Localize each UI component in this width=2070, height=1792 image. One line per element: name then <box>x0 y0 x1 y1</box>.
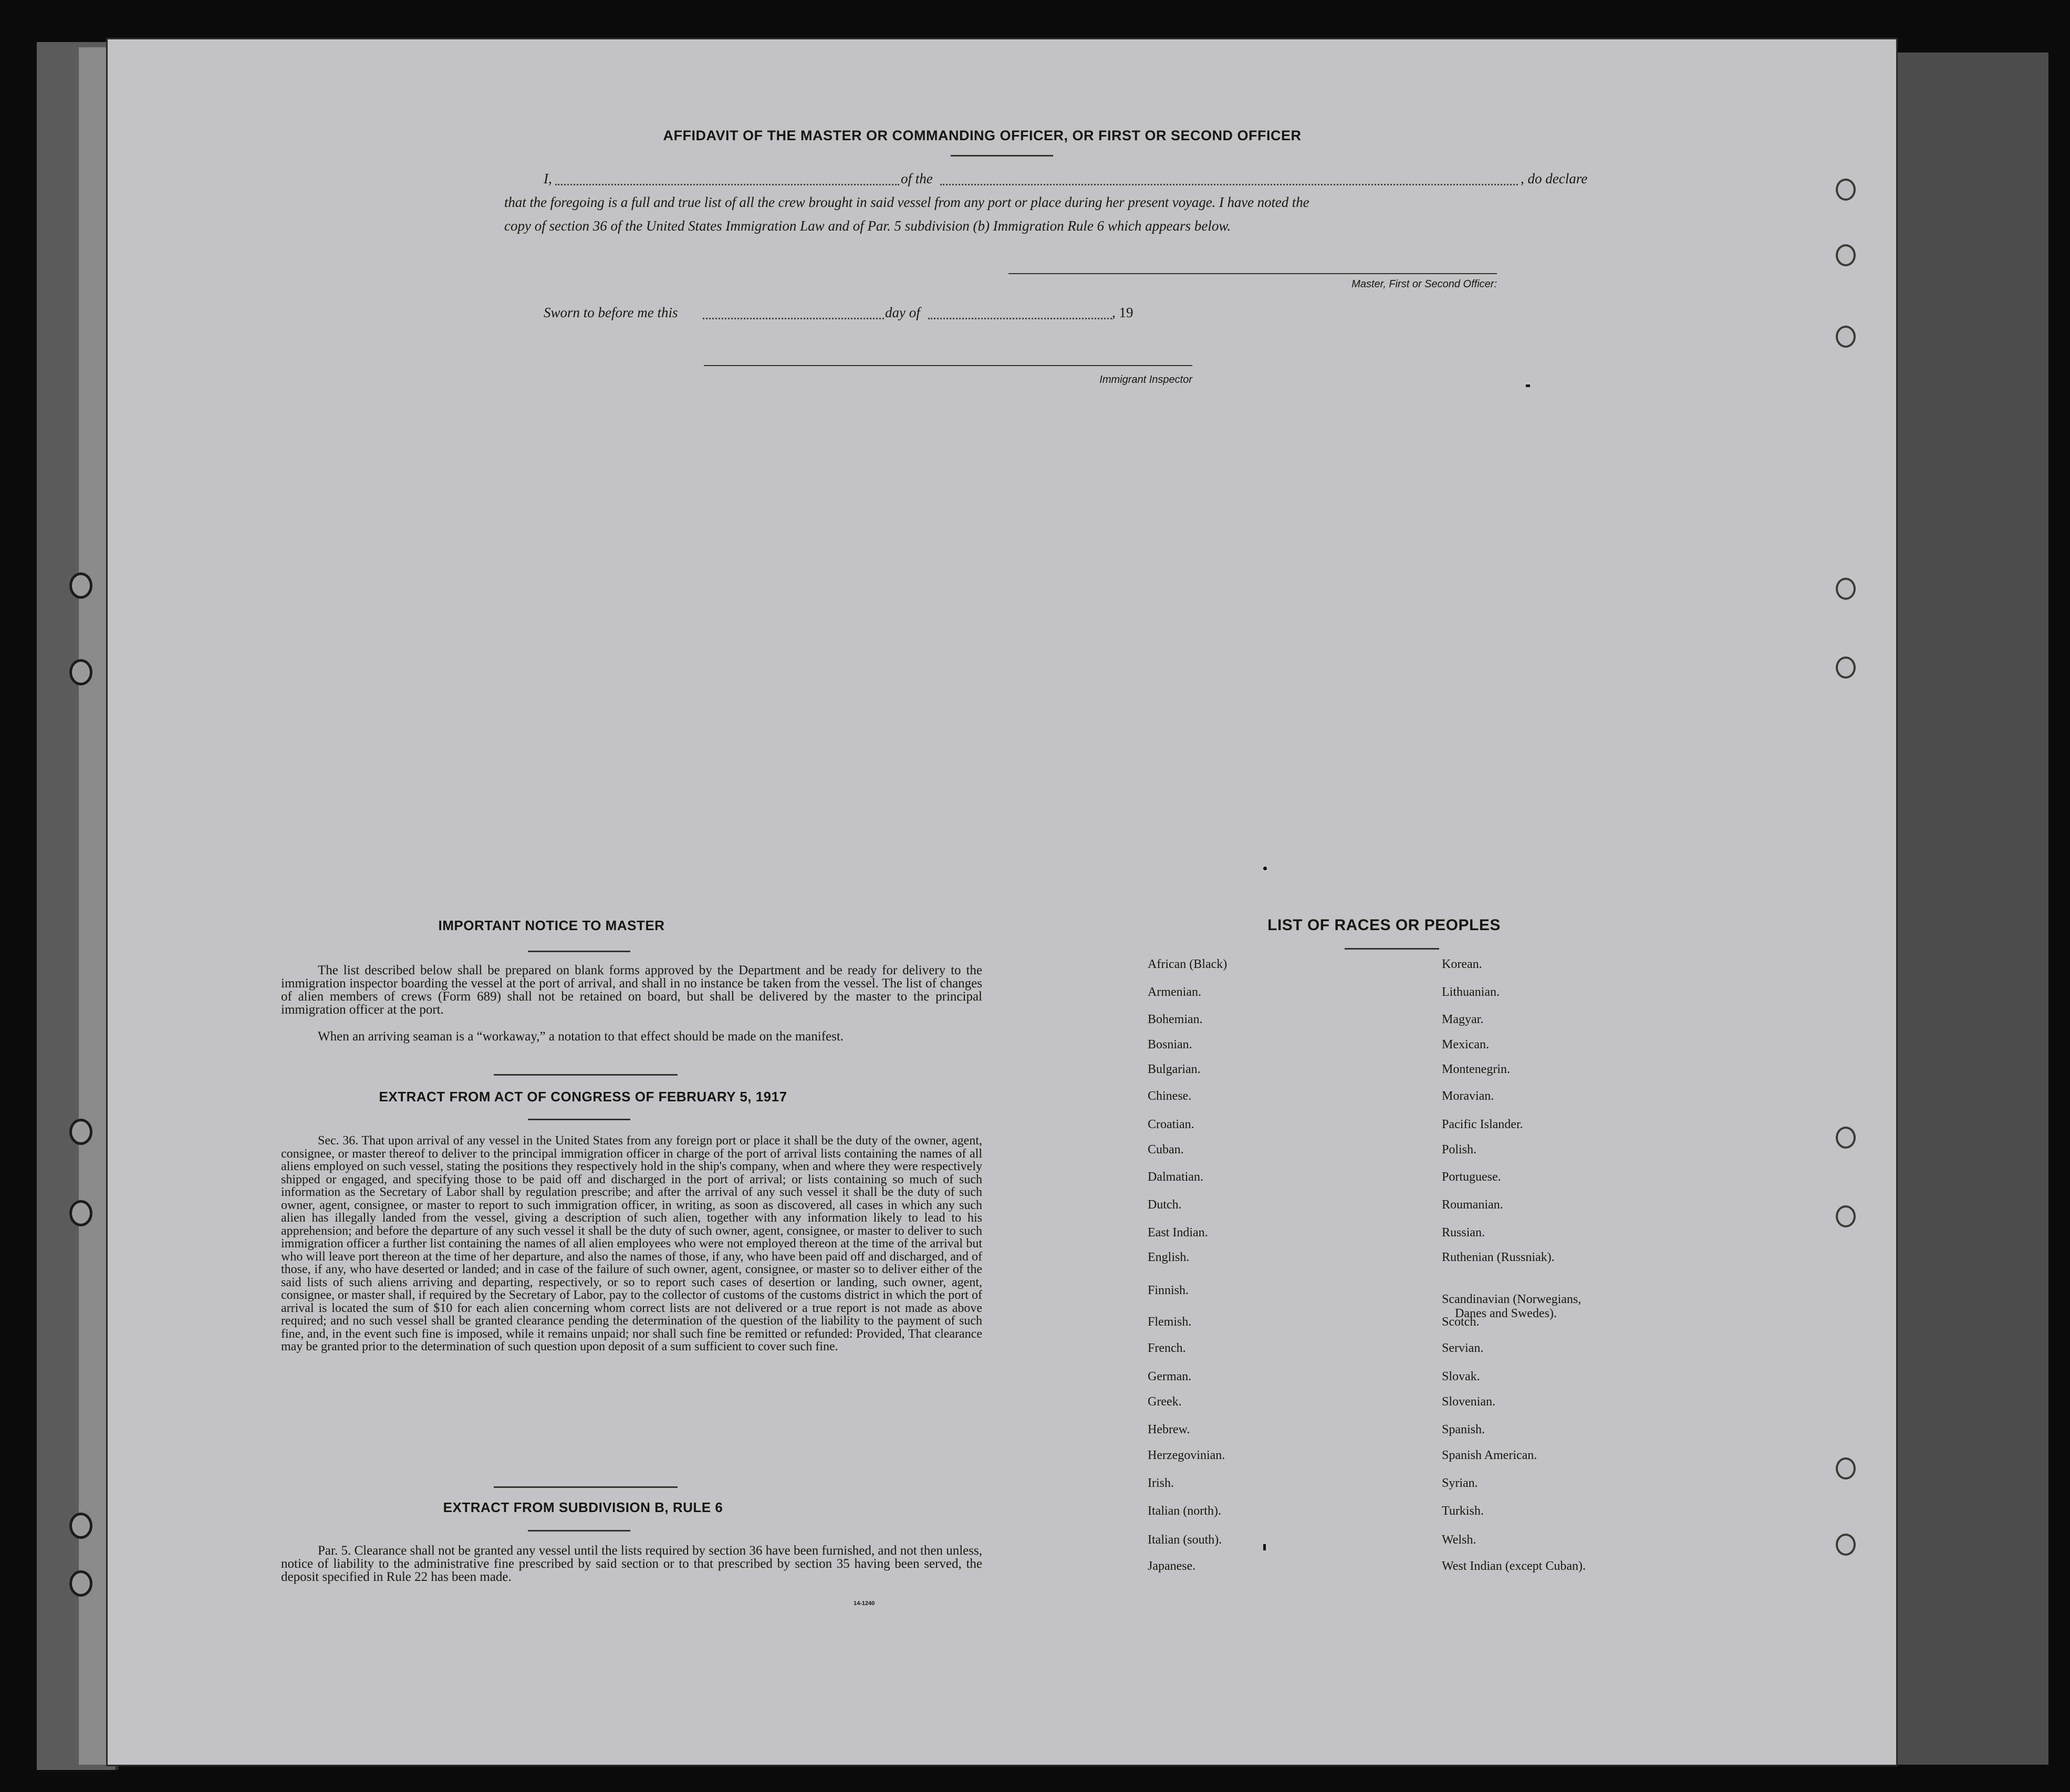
form-number: 14-1240 <box>854 1600 875 1607</box>
race-item: Korean. <box>1442 957 1482 971</box>
binder-edge-inner <box>79 47 110 1765</box>
punch-hole-icon <box>1836 1457 1856 1480</box>
binder-ring-icon <box>69 1570 92 1597</box>
divider <box>951 155 1053 157</box>
vessel-field[interactable] <box>940 184 1518 185</box>
race-item: Japanese. <box>1148 1559 1196 1573</box>
race-item: French. <box>1148 1341 1186 1355</box>
race-item-continuation: Danes and Swedes). <box>1455 1307 1557 1320</box>
race-item: Slovak. <box>1442 1370 1480 1383</box>
race-item: Finnish. <box>1148 1284 1189 1297</box>
race-item: Hebrew. <box>1148 1423 1190 1436</box>
race-item: Flemish. <box>1148 1315 1192 1329</box>
sworn-month-field[interactable] <box>928 318 1112 319</box>
binder-ring-icon <box>69 1200 92 1226</box>
divider <box>528 1530 630 1531</box>
race-item: Portuguese. <box>1442 1170 1501 1184</box>
race-item: Bulgarian. <box>1148 1062 1201 1076</box>
race-item: Moravian. <box>1442 1089 1494 1103</box>
affidavit-i-label: I, <box>544 171 552 186</box>
extract-act-text: Sec. 36. That upon arrival of any vessel in the United States from any foreign port or place it shall be the duty of the owner, agent, consignee, or master thereof to deliver to the principal immigration officer in charge of the port of arrival lists containing the names of all aliens employed on such vessel, stating the positions they respectively hold in the ship's company, when and where they were respectively shipped or engaged, and specifying those to be paid off and discharged in the port of arrival; or lists containing so much of such information as the Secretary of Labor shall by regulation prescribe; and after the arrival of any such vessel it shall be the duty of such owner, agent, consignee, or master to report to such immigration officer, in writing, as soon as discovered, all cases in which any such alien has illegally landed from the vessel, giving a description of such alien, together with any information likely to lead to his apprehension; and before the departure of any such vessel it shall be the duty of such owner, agent, consignee, or master to deliver to such immigration officer a further list containing the names of all alien employees who were not employed thereon at the time of the arrival but who will leave port thereon at the time of her departure, and also the names of those, if any, who have been paid off and discharged, and of those, if any, who have deserted or landed; and in case of the failure of such owner, agent, consignee, or master so to deliver either of the said lists of such aliens arriving and departing, respectively, or so to report such cases of desertion or landing, such owner, agent, consignee, or master shall, if required by the Secretary of Labor, pay to the collector of customs of the customs district in which the port of arrival is located the sum of $10 for each alien concerning whom correct lists are not delivered or a true report is not made as above required; and no such vessel shall be granted clearance pending the determination of the question of the liability to the payment of such fine, and, in the event such fine is imposed, while it remains unpaid; nor shall such fine be remitted or refunded: Provided, That clearance may be granted prior to the determination of such question upon deposit of a sum sufficient to cover such fine. <box>281 1134 982 1353</box>
binder-ring-icon <box>69 659 92 685</box>
punch-hole-icon <box>1836 578 1856 600</box>
affidavit-declare-label: , do declare <box>1521 171 1588 186</box>
race-item: Irish. <box>1148 1476 1174 1490</box>
race-item: German. <box>1148 1370 1192 1383</box>
race-item: Roumanian. <box>1442 1198 1503 1212</box>
name-field[interactable] <box>555 184 899 185</box>
race-item: Dutch. <box>1148 1198 1182 1212</box>
divider <box>494 1074 678 1076</box>
notice-title: IMPORTANT NOTICE TO MASTER <box>438 918 665 933</box>
affidavit-of-the-label: of the <box>901 171 933 186</box>
race-item: Bosnian. <box>1148 1038 1192 1051</box>
notice-paragraph-2: When an arriving seaman is a “workaway,” a notation to that effect should be made on the manifest. <box>318 1029 844 1044</box>
race-item: Italian (north). <box>1148 1504 1221 1518</box>
race-item: Spanish American. <box>1442 1449 1537 1462</box>
races-title: LIST OF RACES OR PEOPLES <box>1267 916 1501 934</box>
affidavit-line-2: that the foregoing is a full and true list of all the crew brought in said vessel from any port or place during her present voyage. I have noted the <box>504 194 1309 210</box>
binder-ring-icon <box>69 1119 92 1145</box>
signature-label: Master, First or Second Officer: <box>1351 278 1497 290</box>
extract-rule-text: Par. 5. Clearance shall not be granted any vessel until the lists required by section 36 have been furnished, and not then unless, notice of liability to the administrative fine prescribed by said section or to that prescribed by section 35 having been served, the deposit specified in Rule 22 has been made. <box>281 1544 982 1584</box>
race-item: Bohemian. <box>1148 1013 1203 1026</box>
race-item: Turkish. <box>1442 1504 1484 1518</box>
divider <box>528 951 630 952</box>
extract-act-title: EXTRACT FROM ACT OF CONGRESS OF FEBRUARY 5, 1917 <box>379 1089 787 1105</box>
race-item: Croatian. <box>1148 1118 1194 1131</box>
day-of-label: day of <box>885 305 920 320</box>
race-item: Italian (south). <box>1148 1533 1222 1547</box>
race-item: East Indian. <box>1148 1226 1208 1239</box>
divider <box>528 1119 630 1120</box>
extract-rule-title: EXTRACT FROM SUBDIVISION B, RULE 6 <box>443 1499 723 1515</box>
divider <box>494 1486 678 1488</box>
signature-field[interactable] <box>1008 273 1497 274</box>
race-item: Polish. <box>1442 1143 1477 1157</box>
punch-hole-icon <box>1836 1205 1856 1227</box>
race-item: English. <box>1148 1251 1190 1264</box>
inspector-label: Immigrant Inspector <box>1099 374 1192 386</box>
inspector-signature-field[interactable] <box>704 365 1192 366</box>
race-item: Scandinavian (Norwegians, <box>1442 1293 1582 1306</box>
race-item: Scotch. <box>1442 1315 1480 1329</box>
race-item: Herzegovinian. <box>1148 1449 1225 1462</box>
punch-hole-icon <box>1836 326 1856 348</box>
race-item: Armenian. <box>1148 985 1201 999</box>
race-item: West Indian (except Cuban). <box>1442 1559 1586 1573</box>
race-item: Cuban. <box>1148 1143 1184 1157</box>
right-page-edge <box>1891 53 2048 1765</box>
notice-paragraph-1: The list described below shall be prepared on blank forms approved by the Department and be ready for delivery to the immigration inspector boarding the vessel at the port of arrival, and shall in no instance be taken from the vessel. The list of changes of alien members of crews (Form 689) shall not be retained on board, but shall be delivered by the master to the principal immigration officer at the port. <box>281 963 982 1017</box>
race-item: Servian. <box>1442 1341 1484 1355</box>
punch-hole-icon <box>1836 179 1856 201</box>
race-item: Slovenian. <box>1442 1395 1495 1409</box>
race-item: African (Black) <box>1148 957 1228 971</box>
race-item: Pacific Islander. <box>1442 1118 1523 1131</box>
ink-mark <box>1263 1544 1266 1550</box>
punch-hole-icon <box>1836 657 1856 679</box>
race-item: Russian. <box>1442 1226 1485 1239</box>
race-item: Spanish. <box>1442 1423 1485 1436</box>
binder-ring-icon <box>69 1513 92 1539</box>
race-item: Dalmatian. <box>1148 1170 1203 1184</box>
affidavit-title: AFFIDAVIT OF THE MASTER OR COMMANDING OFFICER, OR FIRST OR SECOND OFFICER <box>663 128 1302 143</box>
ink-mark <box>1263 867 1267 870</box>
sworn-label: Sworn to before me this <box>544 305 678 320</box>
affidavit-line-3: copy of section 36 of the United States Immigration Law and of Par. 5 subdivision (b) Immigration Rule 6 which appears below. <box>504 218 1231 234</box>
race-item: Greek. <box>1148 1395 1182 1409</box>
race-item: Ruthenian (Russniak). <box>1442 1251 1555 1264</box>
year-label: , 19 <box>1112 305 1133 320</box>
race-item: Welsh. <box>1442 1533 1476 1547</box>
race-item: Chinese. <box>1148 1089 1192 1103</box>
binder-ring-icon <box>69 572 92 599</box>
race-item: Mexican. <box>1442 1038 1489 1051</box>
ink-mark <box>1526 384 1530 387</box>
punch-hole-icon <box>1836 244 1856 266</box>
document-page <box>108 39 1896 1765</box>
sworn-day-field[interactable] <box>703 318 884 319</box>
race-item: Syrian. <box>1442 1476 1478 1490</box>
race-item: Montenegrin. <box>1442 1062 1510 1076</box>
punch-hole-icon <box>1836 1534 1856 1556</box>
race-item: Lithuanian. <box>1442 985 1500 999</box>
divider <box>1345 948 1439 950</box>
punch-hole-icon <box>1836 1127 1856 1149</box>
race-item: Magyar. <box>1442 1013 1484 1026</box>
